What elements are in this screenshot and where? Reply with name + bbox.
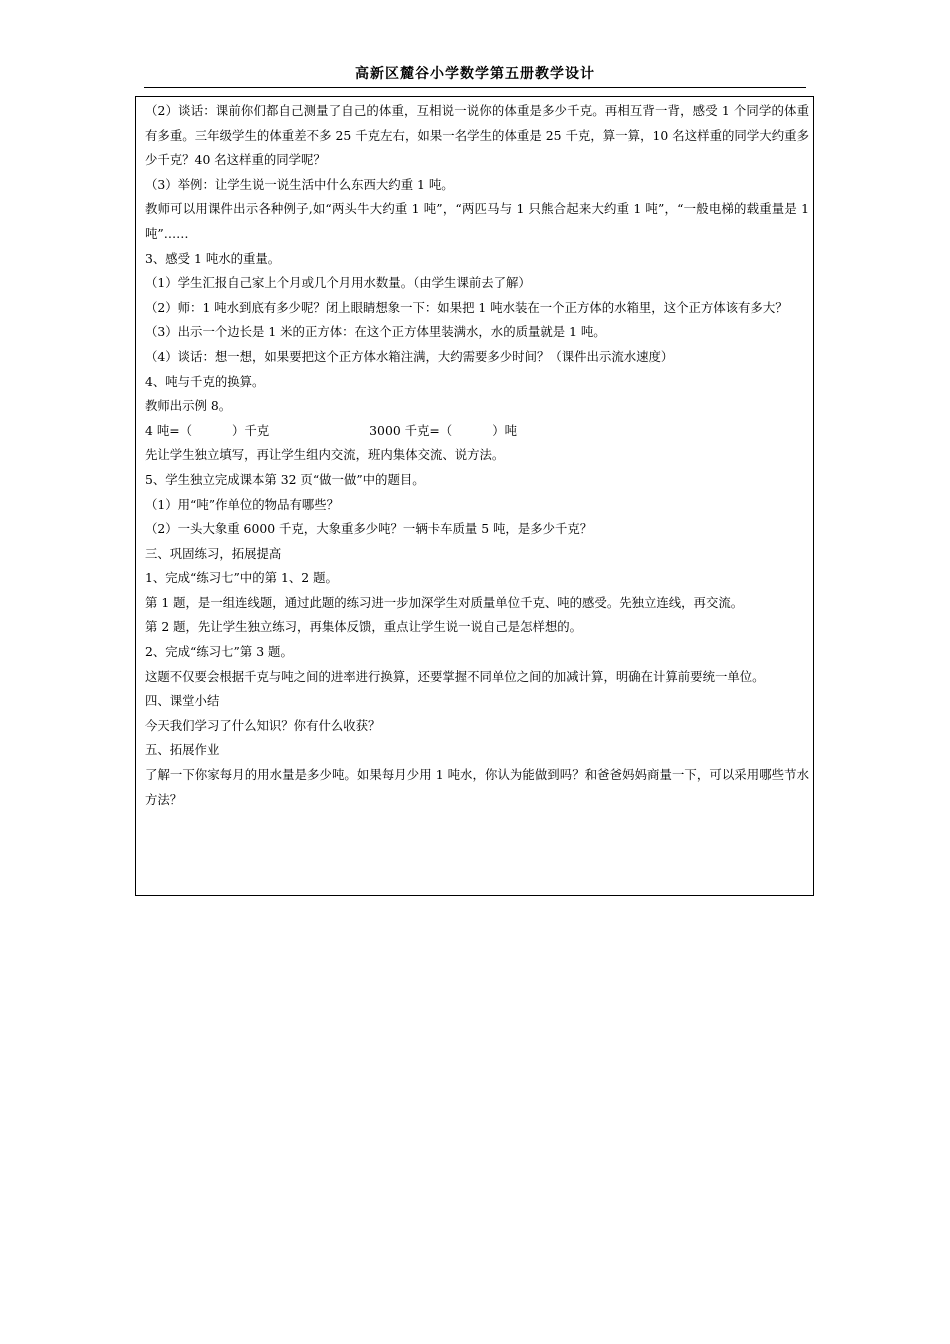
paragraph-exercise-1-2: 1、完成“练习七”中的第 1、2 题。 <box>145 570 338 586</box>
lesson-content <box>145 99 809 812</box>
paragraph-section-5: 5、学生独立完成课本第 32 页“做一做”中的题目。 <box>145 471 425 487</box>
page-header-title: 高新区麓谷小学数学第五册教学设计 <box>355 66 595 82</box>
paragraph-section-4: 4、吨与千克的换算。 <box>145 373 265 389</box>
heading-homework: 五、拓展作业 <box>145 742 220 758</box>
paragraph-example-ton: （3）举例：让学生说一说生活中什么东西大约重 1 吨。 <box>145 176 454 192</box>
paragraph-exercise-1-note: 第 1 题，是一组连线题，通过此题的练习进一步加深学生对质量单位千克、吨的感受。先独立连线，再交流。 <box>145 594 744 610</box>
content-table-cell <box>135 96 814 896</box>
paragraph-section-3: 3、感受 1 吨水的重量。 <box>145 250 281 266</box>
paragraph-imagine-cube: （2）师：1 吨水到底有多少呢？闭上眼睛想象一下：如果把 1 吨水装在一个正方体的水箱里，这个正方体该有多大？ <box>145 299 788 315</box>
header-rule <box>144 87 806 88</box>
paragraph-report-water: （1）学生汇报自己家上个月或几个月用水数量。（由学生课前去了解） <box>145 275 531 291</box>
paragraph-exercise-3: 2、完成“练习七”第 3 题。 <box>145 644 293 660</box>
exercise-right-prefix: 3000 千克=（ <box>369 422 453 438</box>
paragraph-question-2: （2）一头大象重 6000 千克，大象重多少吨？一辆卡车质量 5 吨，是多少千克？ <box>145 521 593 537</box>
conversion-exercise-line <box>145 419 809 444</box>
exercise-left-suffix: ）千克 <box>232 422 270 438</box>
exercise-right-suffix: ）吨 <box>492 422 517 438</box>
paragraph-question-1: （1）用“吨”作单位的物品有哪些？ <box>145 496 340 512</box>
heading-practice: 三、巩固练习，拓展提高 <box>145 545 282 561</box>
exercise-left-prefix: 4 吨=（ <box>145 422 192 438</box>
paragraph-talk-time: （4）谈话：想一想，如果要把这个正方体水箱注满，大约需要多少时间？（课件出示流水速度） <box>145 348 674 364</box>
paragraph-homework: 了解一下你家每月的用水量是多少吨。如果每月少用 1 吨水，你认为能做到吗？和爸爸妈妈商量一下，可以采用哪些节水方法？ <box>145 767 809 807</box>
heading-summary: 四、课堂小结 <box>145 693 220 709</box>
paragraph-summary-question: 今天我们学习了什么知识？你有什么收获？ <box>145 717 381 733</box>
paragraph-show-cube: （3）出示一个边长是 1 米的正方体：在这个正方体里装满水，水的质量就是 1 吨。 <box>145 324 606 340</box>
paragraph-example-8: 教师出示例 8。 <box>145 398 232 414</box>
paragraph-teacher-examples: 教师可以用课件出示各种例子,如“两头牛大约重 1 吨”，“两匹马与 1 只熊合起来大约重 1 吨”，“一般电梯的载重量是 1 吨”…… <box>145 201 809 241</box>
paragraph-talk-weight: （2）谈话：课前你们都自己测量了自己的体重，互相说一说你的体重是多少千克。再相互背一背，感受 1 个同学的体重有多重。三年级学生的体重差不多 25 千克左右，如果一名学生的体重是 25 千克，算一算，10 名这样重的同学大约重多少千克？40 名这样重的同学呢？ <box>145 103 809 168</box>
paragraph-exercise-3-note: 这题不仅要会根据千克与吨之间的进率进行换算，还要掌握不同单位之间的加减计算，明确在计算前要统一单位。 <box>145 668 765 684</box>
paragraph-fill-in: 先让学生独立填写，再让学生组内交流，班内集体交流、说方法。 <box>145 447 505 463</box>
paragraph-exercise-2-note: 第 2 题，先让学生独立练习，再集体反馈，重点让学生说一说自己是怎样想的。 <box>145 619 583 635</box>
